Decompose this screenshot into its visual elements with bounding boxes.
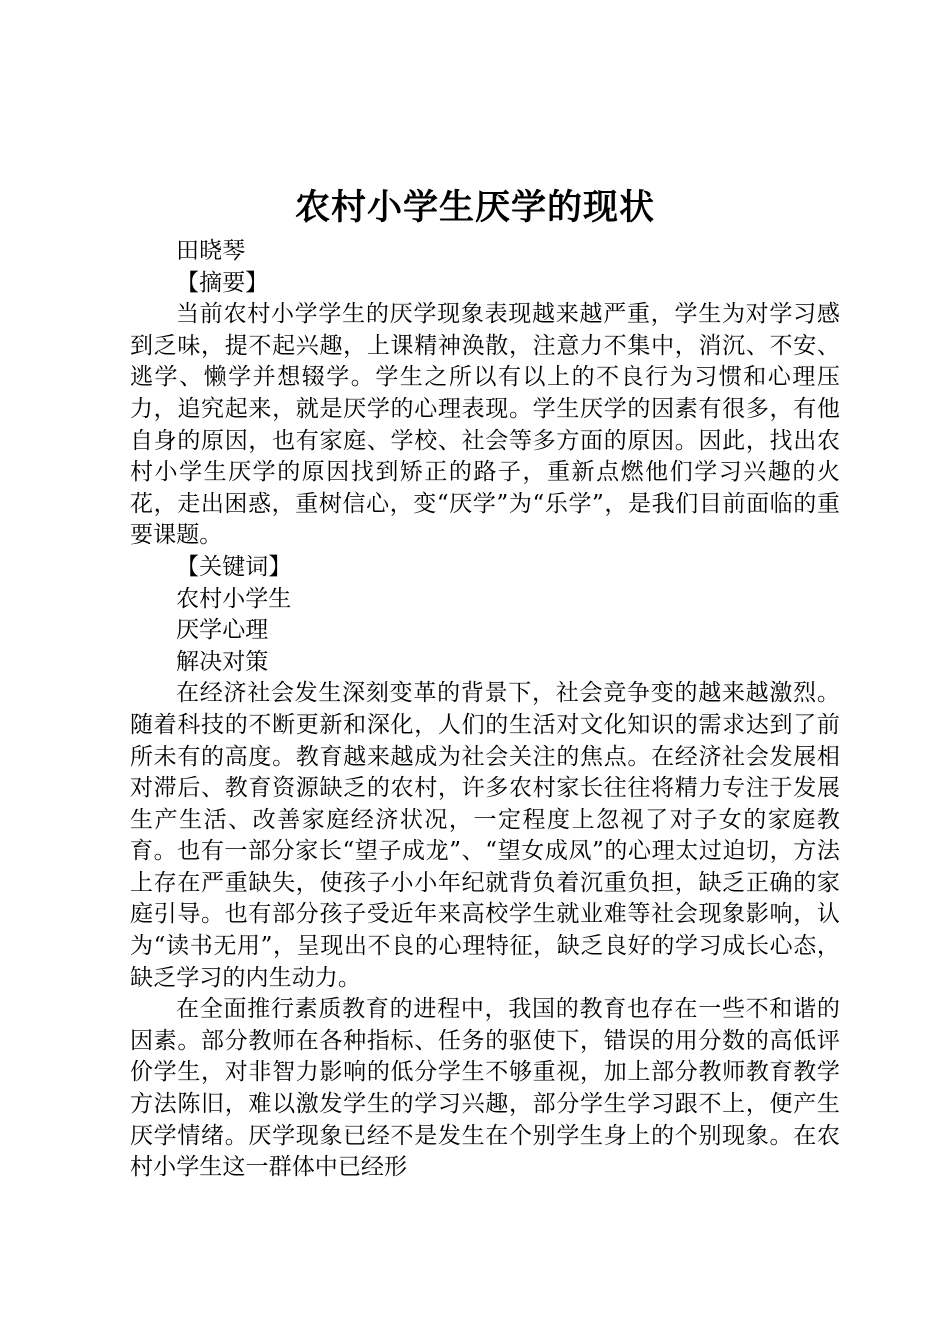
keyword-item: 解决对策 xyxy=(176,648,269,675)
body-paragraph: 在全面推行素质教育的进程中，我国的教育也存在一些不和谐的因素。部分教师在各种指标、任务的驱使下，错误的用分数的高低评价学生，对非智力影响的低分学生不够重视，加上部分教师教育教学方法陈旧，难以激发学生的学习兴趣，部分学生学习跟不上，便产生厌学情绪。厌学现象已经不是发生在个别学生身上的个别现象。在农村小学生这一群体中已经形 xyxy=(130,996,840,1181)
author-name: 田晓琴 xyxy=(176,238,246,264)
abstract-paragraph: 当前农村小学学生的厌学现象表现越来越严重，学生为对学习感到乏味，提不起兴趣，上课精神涣散，注意力不集中，消沉、不安、逃学、懒学并想辍学。学生之所以有以上的不良行为习惯和心理压力，追究起来，就是厌学的心理表现。学生厌学的因素有很多，有他自身的原因，也有家庭、学校、社会等多方面的原因。因此，找出农村小学生厌学的原因找到矫正的路子，重新点燃他们学习兴趣的火花，走出困惑，重树信心，变“厌学”为“乐学”，是我们目前面临的重要课题。 xyxy=(130,301,840,549)
abstract-heading: 【摘要】 xyxy=(176,269,269,296)
keyword-item: 农村小学生 xyxy=(176,585,292,612)
body-paragraph: 在经济社会发生深刻变革的背景下，社会竞争变的越来越激烈。随着科技的不断更新和深化，人们的生活对文化知识的需求达到了前所未有的高度。教育越来越成为社会关注的焦点。在经济社会发展相对滞后、教育资源缺乏的农村，许多农村家长往往将精力专注于发展生产生活、改善家庭经济状况，一定程度上忽视了对子女的家庭教育。也有一部分家长“望子成龙”、“望女成凤”的心理太过迫切，方法上存在严重缺失，使孩子小小年纪就背负着沉重负担，缺乏正确的家庭引导。也有部分孩子受近年来高校学生就业难等社会现象影响，认为“读书无用”，呈现出不良的心理特征，缺乏良好的学习成长心态，缺乏学习的内生动力。 xyxy=(130,680,840,991)
keyword-item: 厌学心理 xyxy=(176,617,269,644)
keywords-heading: 【关键词】 xyxy=(176,553,292,580)
document-body xyxy=(130,236,840,1184)
document-title: 农村小学生厌学的现状 xyxy=(294,188,655,228)
